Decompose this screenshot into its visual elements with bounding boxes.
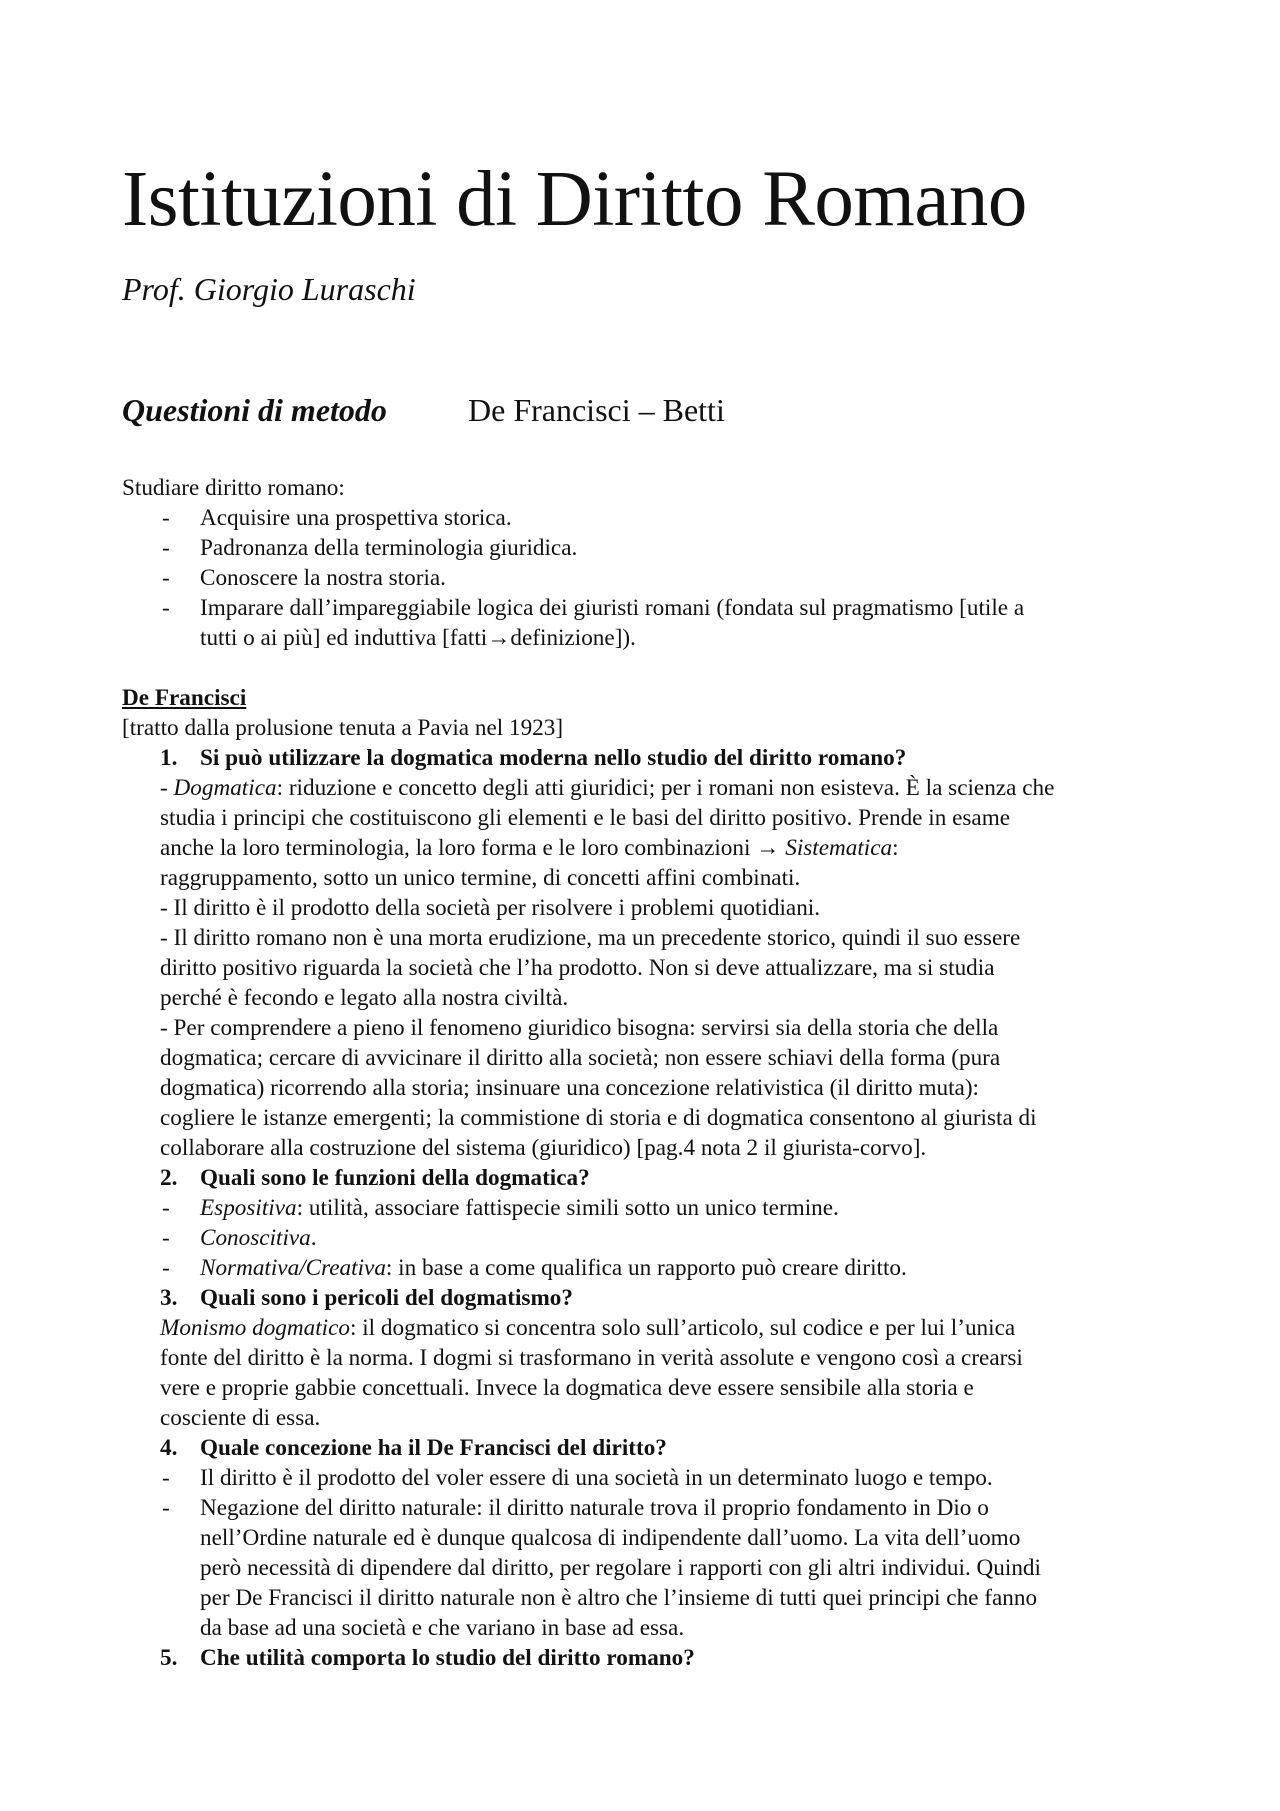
question-1 — [122, 743, 1170, 773]
answer-line: cogliere le istanze emergenti; la commistione di storia e di dogmatica consentono al giurista di — [160, 1105, 1037, 1131]
bullet-dash: - — [162, 1225, 170, 1251]
question-2 — [122, 1163, 1170, 1193]
bullet-text: Imparare dall’impareggiabile logica dei giuristi romani (fondata sul pragmatismo [utile a — [200, 595, 1025, 621]
answer-text: : riduzione e concetto degli atti giuridici; per i romani non esisteva. È la scienza che — [276, 775, 1055, 801]
defrancisci-source: [tratto dalla prolusione tenuta a Pavia nel 1923] — [122, 715, 564, 741]
question-number: 2. — [160, 1165, 178, 1191]
question-text: Che utilità comporta lo studio del diritto romano? — [200, 1645, 695, 1671]
concept-item — [122, 1493, 1170, 1523]
defrancisci-heading: De Francisci — [122, 685, 247, 711]
question-number: 4. — [160, 1435, 178, 1461]
question-text: Quali sono le funzioni della dogmatica? — [200, 1165, 590, 1191]
function-text: . — [310, 1225, 317, 1251]
answer-line: raggruppamento, sotto un unico termine, di concetti affini combinati. — [160, 865, 801, 891]
term-sistematica: Sistematica — [785, 835, 893, 861]
intro-bullet — [122, 563, 1170, 593]
question-text: Si può utilizzare la dogmatica moderna nello studio del diritto romano? — [200, 745, 907, 771]
answer-line: dogmatica) ricorrendo alla storia; insinuare una concezione relativistica (il diritto muta): — [160, 1075, 979, 1101]
answer-line: - Per comprendere a pieno il fenomeno giuridico bisogna: servirsi sia della storia che della — [160, 1015, 999, 1041]
function-text: : in base a come qualifica un rapporto può creare diritto. — [385, 1255, 907, 1281]
bullet-dash: - — [162, 505, 170, 531]
bullet-text: Acquisire una prospettiva storica. — [200, 505, 512, 531]
answer-line: dogmatica; cercare di avvicinare il diritto alla società; non essere schiavi della forma (pura — [160, 1045, 1001, 1071]
term-dogmatica: Dogmatica — [173, 775, 277, 801]
intro-bullet — [122, 503, 1170, 533]
bullet-dash: - — [162, 565, 170, 591]
bullet-dash: - — [162, 535, 170, 561]
bullet-text: Conoscere la nostra storia. — [200, 565, 446, 591]
answer-line: - Il diritto romano non è una morta erudizione, ma un precedente storico, quindi il suo essere — [160, 925, 1021, 951]
question-text: Quale concezione ha il De Francisci del diritto? — [200, 1435, 667, 1461]
bullet-dash: - — [162, 1195, 170, 1221]
question-number: 3. — [160, 1285, 178, 1311]
answer-line: cosciente di essa. — [160, 1405, 321, 1431]
document-body — [122, 473, 1170, 1673]
function-term: Espositiva — [200, 1195, 297, 1221]
professor-name: Prof. Giorgio Luraschi — [122, 271, 416, 307]
concept-text: Negazione del diritto naturale: il diritto naturale trova il proprio fondamento in Dio o — [200, 1495, 989, 1521]
answer-line: diritto positivo riguarda la società che l’ha prodotto. Non si deve attualizzare, ma si studia — [160, 955, 995, 981]
page-title: Istituzioni di Diritto Romano — [122, 156, 1027, 243]
concept-continuation: nell’Ordine naturale ed è dunque qualcosa di indipendente dall’uomo. La vita dell’uomo — [200, 1525, 1021, 1551]
answer-line: collaborare alla costruzione del sistema (giuridico) [pag.4 nota 2 il giurista-corvo]. — [160, 1135, 927, 1161]
intro-bullet — [122, 593, 1170, 623]
intro-bullet-continuation: tutti o ai più] ed induttiva [fatti→definizione]). — [200, 625, 636, 651]
answer-line — [122, 773, 1170, 803]
bullet-dash: - — [162, 595, 170, 621]
question-number: 1. — [160, 745, 178, 771]
answer-dash: - — [160, 775, 174, 801]
answer-line: fonte del diritto è la norma. I dogmi si trasformano in verità assolute e vengono così a crearsi — [160, 1345, 1023, 1371]
intro-bullet — [122, 533, 1170, 563]
function-term: Conoscitiva — [200, 1225, 311, 1251]
concept-continuation: da base ad una società e che variano in base ad essa. — [200, 1615, 685, 1641]
function-item — [122, 1253, 1170, 1283]
concept-item — [122, 1463, 1170, 1493]
question-3 — [122, 1283, 1170, 1313]
answer-line — [122, 1313, 1170, 1343]
section-authors: De Francisci – Betti — [468, 392, 725, 428]
answer-text: anche la loro terminologia, la loro forma e le loro combinazioni → — [160, 835, 786, 861]
spacer — [122, 653, 1170, 683]
answer-text: : — [892, 835, 899, 861]
answer-line — [122, 833, 1170, 863]
question-5 — [122, 1643, 1170, 1673]
answer-text: : il dogmatico si concentra solo sull’articolo, sul codice e per lui l’unica — [350, 1315, 1016, 1341]
function-item — [122, 1223, 1170, 1253]
question-4 — [122, 1433, 1170, 1463]
term-monismo: Monismo dogmatico — [160, 1315, 350, 1341]
answer-line: perché è fecondo e legato alla nostra civiltà. — [160, 985, 569, 1011]
question-text: Quali sono i pericoli del dogmatismo? — [200, 1285, 573, 1311]
bullet-dash: - — [162, 1495, 170, 1521]
intro-heading: Studiare diritto romano: — [122, 475, 345, 501]
concept-continuation: per De Francisci il diritto naturale non è altro che l’insieme di tutti quei principi che fanno — [200, 1585, 1038, 1611]
answer-line: - Il diritto è il prodotto della società per risolvere i problemi quotidiani. — [160, 895, 821, 921]
function-item — [122, 1193, 1170, 1223]
function-term: Normativa/Creativa — [200, 1255, 386, 1281]
section-header — [122, 390, 1170, 430]
concept-text: Il diritto è il prodotto del voler essere di una società in un determinato luogo e tempo. — [200, 1465, 993, 1491]
answer-line: vere e proprie gabbie concettuali. Invece la dogmatica deve essere sensibile alla storia e — [160, 1375, 974, 1401]
bullet-dash: - — [162, 1255, 170, 1281]
function-text: : utilità, associare fattispecie simili sotto un unico termine. — [296, 1195, 839, 1221]
section-label: Questioni di metodo — [122, 392, 387, 428]
bullet-dash: - — [162, 1465, 170, 1491]
question-number: 5. — [160, 1645, 178, 1671]
concept-continuation: però necessità di dipendere dal diritto, per regolare i rapporti con gli altri individui. Quindi — [200, 1555, 1041, 1581]
bullet-text: Padronanza della terminologia giuridica. — [200, 535, 578, 561]
answer-line: studia i principi che costituiscono gli elementi e le basi del diritto positivo. Prende in esame — [160, 805, 1011, 831]
